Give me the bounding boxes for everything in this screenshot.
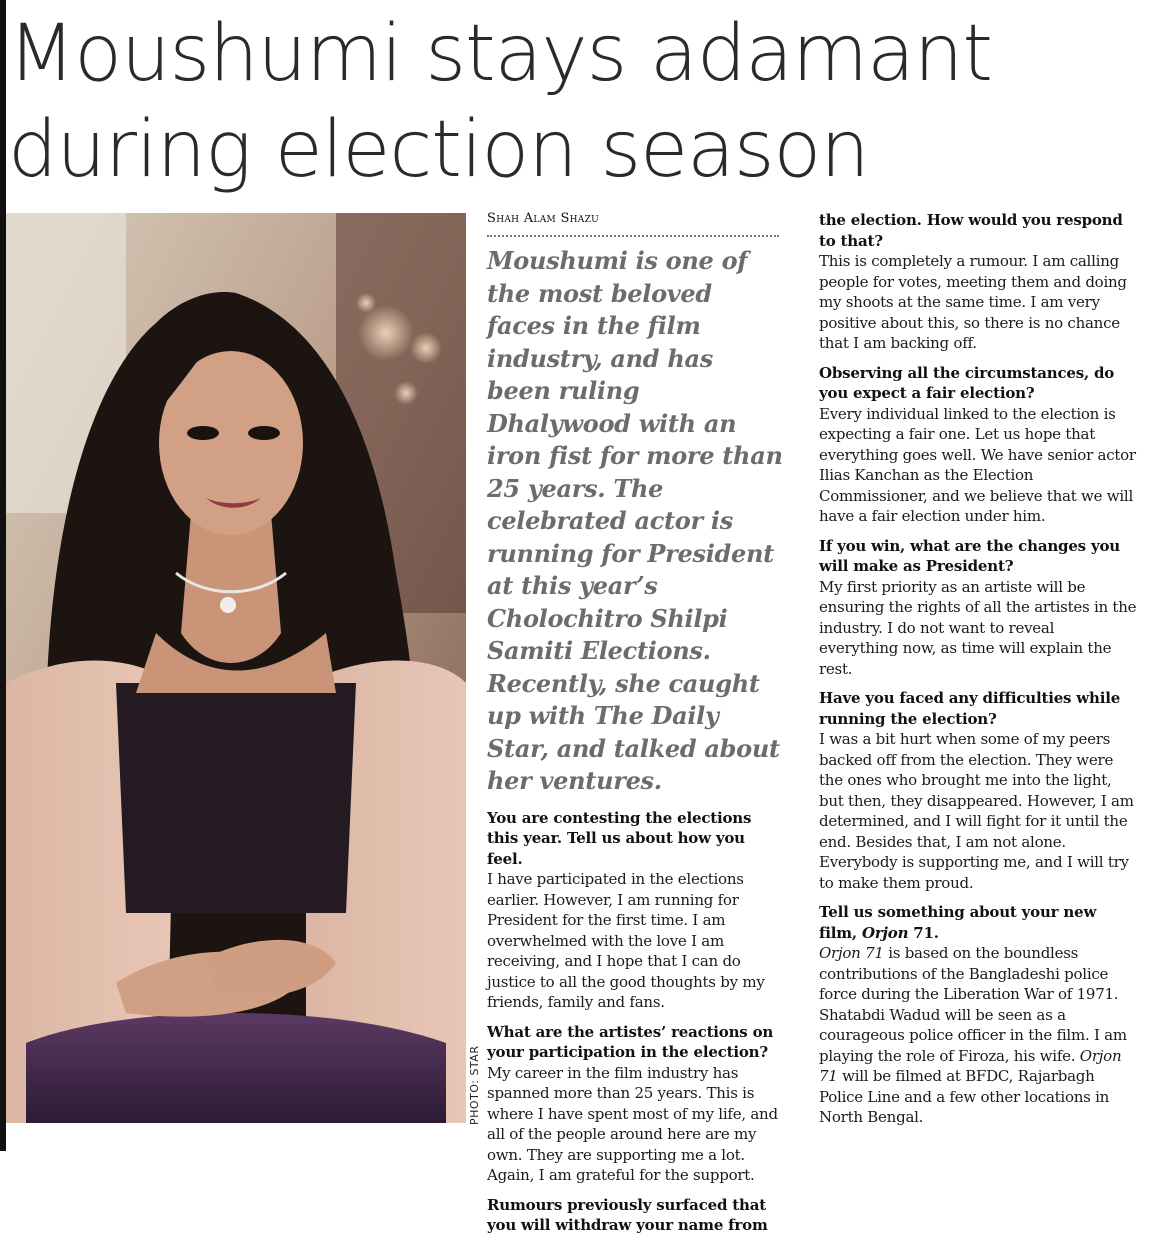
- portrait-photo: [6, 213, 466, 1123]
- answer-3: This is completely a rumour. I am calling people for votes, meeting them and doing my shoots at the same time. I am very positive about this, so there is no chance that I am backing off.: [819, 252, 1127, 352]
- film-title: Orjon 71: [819, 1046, 1122, 1085]
- film-title: Orjon: [861, 923, 909, 942]
- byline-divider: [487, 235, 779, 237]
- photo-credit: [468, 1030, 486, 1125]
- question-3-start: Rumours previously surfaced that you will withdraw your name from: [487, 1195, 768, 1234]
- question-5: If you win, what are the changes you will make as President?: [819, 536, 1120, 575]
- answer-5: My first priority as an artiste will be ensuring the rights of all the artistes in the industry. I do not want to reveal everything now, as time will explain the rest.: [819, 577, 1137, 678]
- answer-7: [819, 943, 1137, 1128]
- answer-6: I was a bit hurt when some of my peers backed off from the election. They were the ones who brought me into the light, but then, they disappeared. However, I am determined, and I will fight for it until the end. Besides that, I am not alone. Everybody is supporting me, and I will try to make them proud.: [819, 730, 1134, 892]
- answer-2: My career in the film industry has spanned more than 25 years. This is where I have spent most of my life, and all of the people around here are my own. They are supporting me a lot. Again, I am grateful for the support.: [487, 1063, 778, 1184]
- answer-7-part-2: will be filmed at BFDC, Rajarbagh Police Line and a few other locations in North Bengal.: [819, 1067, 1110, 1126]
- question-7-suffix: 71.: [908, 923, 939, 942]
- answer-4: Every individual linked to the election is expecting a fair one. Let us hope that everything goes well. We have senior actor Ilias Kanchan as the Election Commissioner, and we believe that we will have a fair election under him.: [819, 404, 1136, 525]
- question-7-prefix: Tell us something about your new film,: [819, 903, 1097, 942]
- question-2: What are the artistes’ reactions on your participation in the election?: [487, 1022, 774, 1061]
- article-column-middle: [487, 208, 783, 1236]
- question-1: You are contesting the elections this year. Tell us about how you feel.: [487, 808, 752, 868]
- byline: Shah Alam Shazu: [487, 211, 600, 226]
- question-6: Have you faced any difficulties while running the election?: [819, 689, 1121, 728]
- question-4: Observing all the circumstances, do you expect a fair election?: [819, 363, 1115, 402]
- answer-1: I have participated in the elections earlier. However, I am running for President for the first time. I am overwhelmed with the love I am receiving, and I hope that I can do justice to all the good thoughts by my friends, family and fans.: [487, 870, 765, 1011]
- question-7: [819, 902, 1137, 943]
- answer-7-part-1: is based on the boundless contributions of the Bangladeshi police force during the Liberation War of 1971. Shatabdi Wadud will be seen as a courageous police officer in the film. I am playing the role of Firoza, his wife.: [819, 944, 1127, 1065]
- portrait-illustration: [6, 213, 466, 1123]
- question-3-end: the election. How would you respond to that?: [819, 211, 1123, 250]
- photo-credit-text: PHOTO: STAR: [468, 1045, 481, 1125]
- headline: Moushumi stays adamant during election season: [8, 9, 992, 195]
- intro-standfirst: Moushumi is one of the most beloved faces in the film industry, and has been ruling Dhalywood with an iron fist for more than 25 years. The celebrated actor is running for President at this year’s Cholochitro Shilpi Samiti Elections. Recently, she caught up with The Daily Star, and talked about her ventures.: [487, 246, 783, 795]
- film-title: Orjon 71: [819, 944, 884, 962]
- article-column-right: [819, 210, 1137, 1137]
